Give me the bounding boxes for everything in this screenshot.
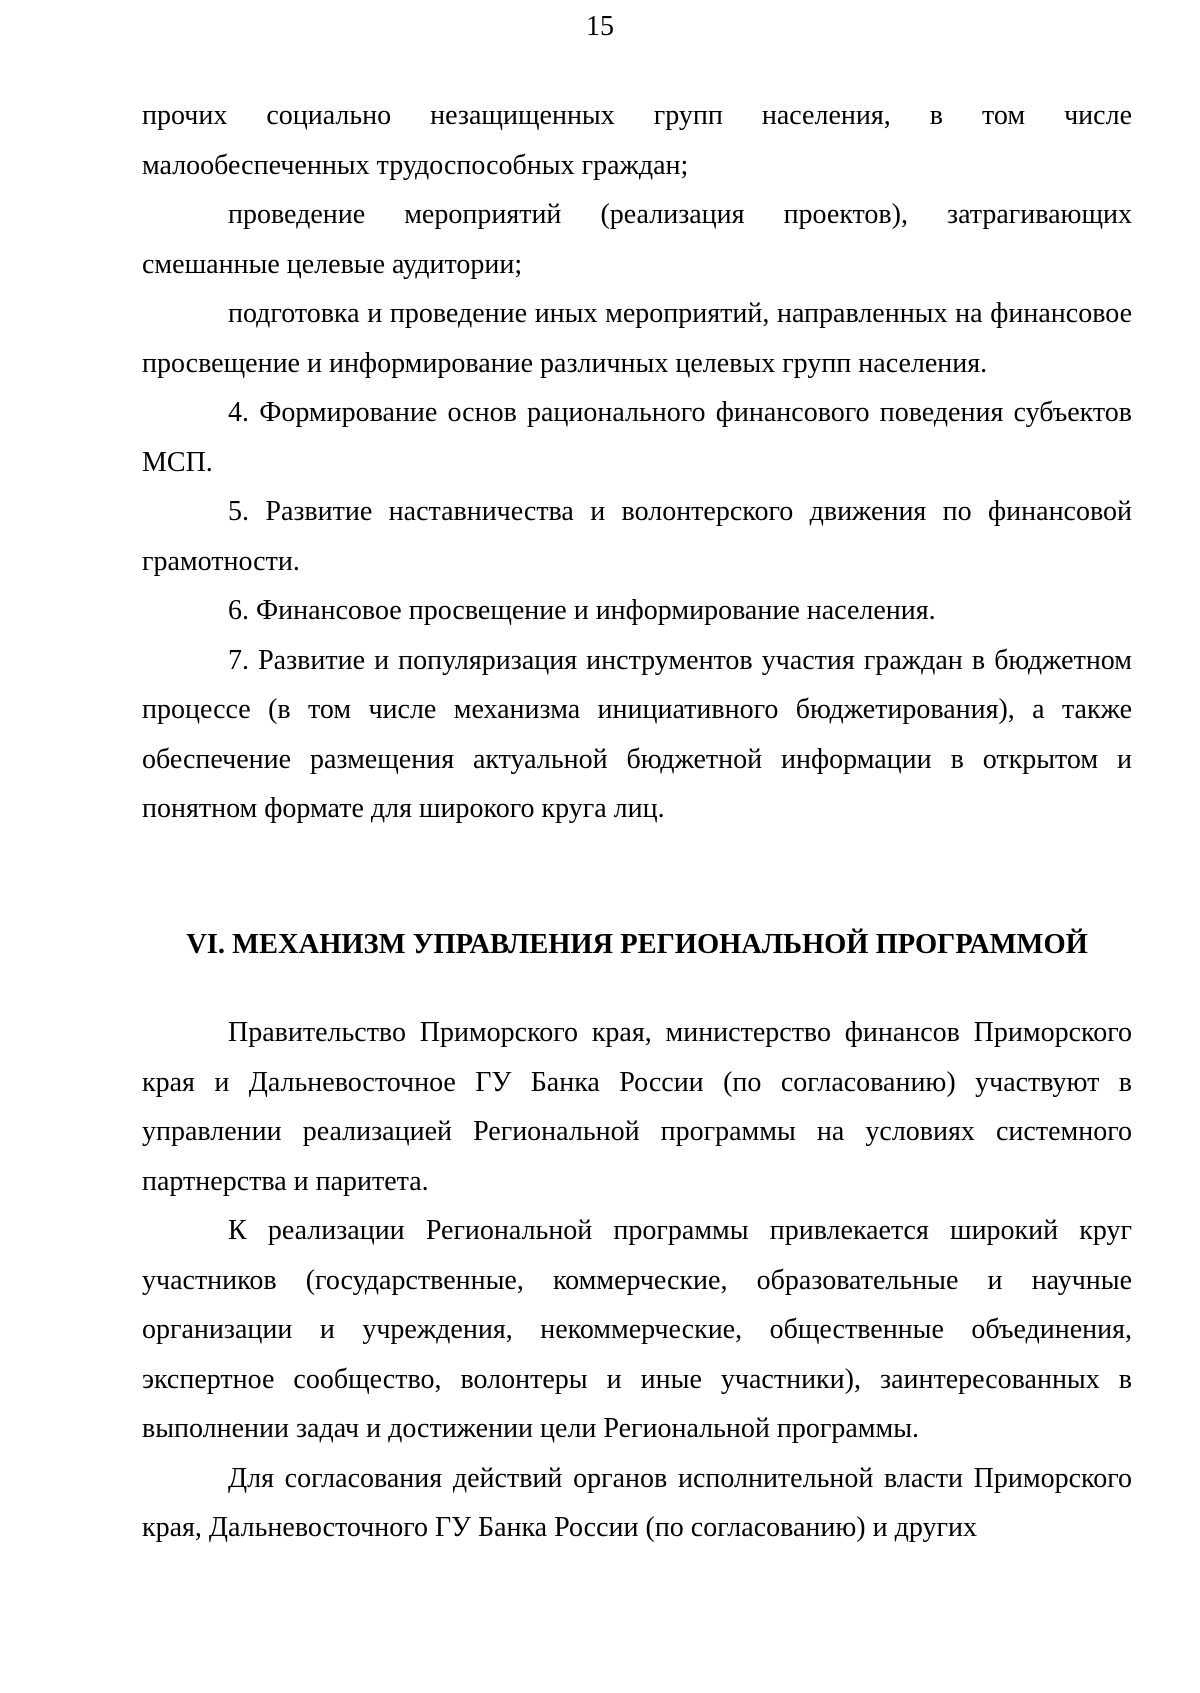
numbered-paragraph: 6. Финансовое просвещение и информирование населения. <box>228 595 936 626</box>
paragraph: проведение мероприятий (реализация проектов), затрагивающих смешанные целевые аудитории; <box>142 199 1132 280</box>
paragraph: Правительство Приморского края, министерство финансов Приморского края и Дальневосточное ГУ Банка России (по согласованию) участвуют в управлении реализацией Региональной программы на условиях системного партнерства и паритета. <box>142 1017 1132 1197</box>
body-text-bottom <box>142 1008 1132 1553</box>
paragraph: подготовка и проведение иных мероприятий, направленных на финансовое просвещение и информирование различных целевых групп населения. <box>142 298 1132 379</box>
section-heading: VI. МЕХАНИЗМ УПРАВЛЕНИЯ РЕГИОНАЛЬНОЙ ПРОГРАММОЙ <box>186 929 1088 960</box>
body-text-top <box>142 91 1132 834</box>
numbered-paragraph: 7. Развитие и популяризация инструментов участия граждан в бюджетном процессе (в том числе механизма инициативного бюджетирования), а также обеспечение размещения актуальной бюджетной информации в открытом и понятном формате для широкого круга лиц. <box>142 644 1132 824</box>
page-number: 15 <box>586 11 614 42</box>
numbered-paragraph: 5. Развитие наставничества и волонтерского движения по финансовой грамотности. <box>142 496 1132 577</box>
paragraph: К реализации Региональной программы привлекается широкий круг участников (государственные, коммерческие, образовательные и научные организации и учреждения, некоммерческие, общественные объединения, экспертное сообщество, волонтеры и иные участники), заинтересованных в выполнении задач и достижении цели Региональной программы. <box>142 1215 1132 1444</box>
paragraph-continued: прочих социально незащищенных групп населения, в том числе малообеспеченных трудоспособных граждан; <box>142 100 1132 181</box>
paragraph: Для согласования действий органов исполнительной власти Приморского края, Дальневосточного ГУ Банка России (по согласованию) и других <box>142 1462 1132 1543</box>
numbered-paragraph: 4. Формирование основ рационального финансового поведения субъектов МСП. <box>142 397 1132 478</box>
